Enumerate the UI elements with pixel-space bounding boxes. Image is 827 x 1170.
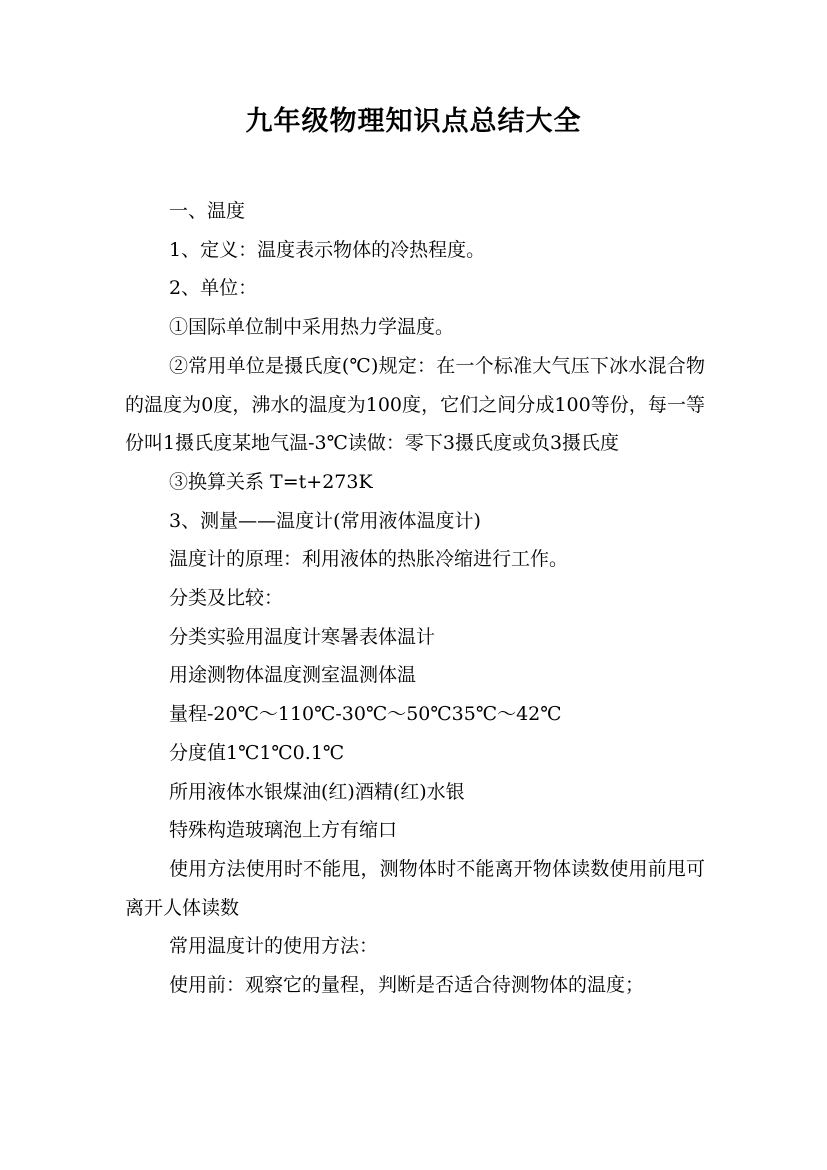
paragraph-before-use: 使用前：观察它的量程，判断是否适合待测物体的温度； [169, 974, 645, 997]
paragraph-celsius-definition: ②常用单位是摄氏度(℃)规定：在一个标准大气压下冰水混合物的温度为0度，沸水的温度为100度，它们之间分成100等份，每一等份叫1摄氏度某地气温-3℃读做：零下3摄氏度或负3摄氏度 [125, 354, 705, 455]
paragraph-range-row: 量程-20℃～110℃-30℃～50℃35℃～42℃ [169, 703, 562, 726]
paragraph-definition: 1、定义：温度表示物体的冷热程度。 [169, 238, 486, 261]
paragraph-conversion: ③换算关系 T=t+273K [169, 470, 373, 493]
paragraph-classification-row: 分类实验用温度计寒暑表体温计 [169, 625, 436, 648]
section-heading-temperature: 一、温度 [169, 200, 246, 222]
paragraph-unit-heading: 2、单位： [169, 277, 258, 300]
paragraph-si-unit: ①国际单位制中采用热力学温度。 [169, 316, 455, 339]
paragraph-usage-row: 使用方法使用时不能甩，测物体时不能离开物体读数使用前甩可离开人体读数 [125, 857, 705, 919]
paragraph-thermometer-principle: 温度计的原理：利用液体的热胀冷缩进行工作。 [169, 548, 569, 571]
paragraph-liquid-row: 所用液体水银煤油(红)酒精(红)水银 [169, 780, 465, 803]
paragraph-classification-heading: 分类及比较： [169, 587, 284, 610]
paragraph-division-row: 分度值1℃1℃0.1℃ [169, 741, 345, 764]
document-title: 九年级物理知识点总结大全 [245, 106, 582, 137]
paragraph-measurement-heading: 3、测量——温度计(常用液体温度计) [169, 509, 481, 532]
document-body [125, 192, 705, 1005]
paragraph-usage-method-heading: 常用温度计的使用方法： [169, 935, 379, 958]
paragraph-structure-row: 特殊构造玻璃泡上方有缩口 [169, 819, 398, 842]
paragraph-purpose-row: 用途测物体温度测室温测体温 [169, 664, 417, 687]
